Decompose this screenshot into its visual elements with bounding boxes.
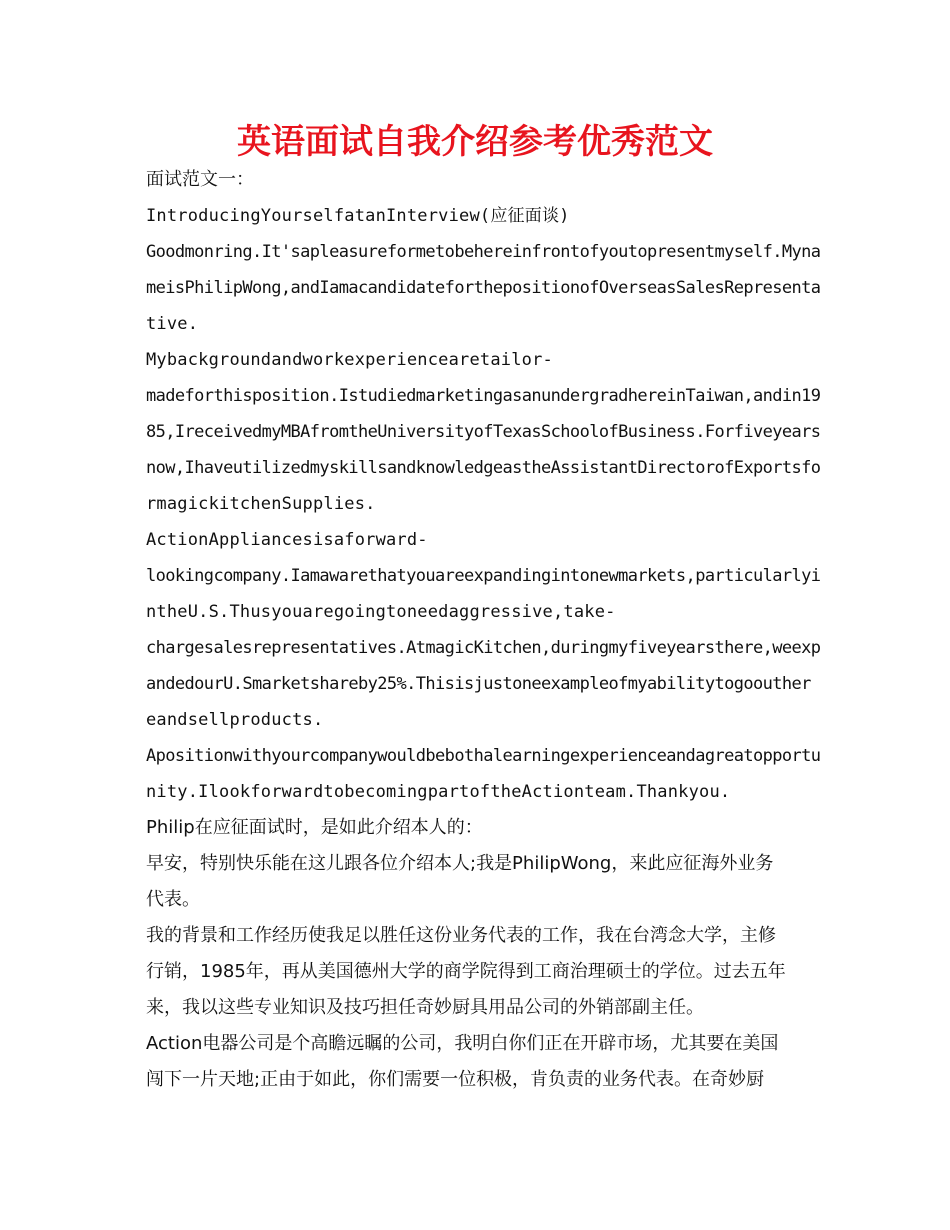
document-body <box>146 162 821 1098</box>
paragraph-line: 来，我以这些专业知识及技巧担任奇妙厨具用品公司的外销部副主任。 <box>146 997 704 1018</box>
paragraph-line: 我的背景和工作经历使我足以胜任这份业务代表的工作，我在台湾念大学，主修 <box>146 925 776 946</box>
paragraph-line: madeforthisposition.IstudiedmarketingasanundergradhereinTaiwan,andin19 <box>146 386 821 406</box>
paragraph-line: ntheU.S.Thusyouaregoingtoneedaggressive,take- <box>146 602 616 622</box>
paragraph-line: 闯下一片天地;正由于如此，你们需要一位积极，肯负责的业务代表。在奇妙厨 <box>146 1069 765 1090</box>
paragraph-line: Philip在应征面试时，是如此介绍本人的： <box>146 817 483 838</box>
paragraph-line: Apositionwithyourcompanywouldbebothalearningexperienceandagreatopportu <box>146 746 821 766</box>
paragraph-line: lookingcompany.Iamawarethatyouareexpandingintonewmarkets,particularlyi <box>146 566 821 586</box>
paragraph-line: nity.IlookforwardtobecomingpartoftheActionteam.Thankyou. <box>146 782 731 802</box>
paragraph-line: now,IhaveutilizedmyskillsandknowledgeastheAssistantDirectorofExportsfo <box>146 458 821 478</box>
paragraph-line: ActionAppliancesisaforward- <box>146 530 428 550</box>
document-title: 英语面试自我介绍参考优秀范文 <box>237 122 713 162</box>
paragraph-line: 面试范文一： <box>146 169 254 190</box>
paragraph-line: 行销，1985年，再从美国德州大学的商学院得到工商治理硕士的学位。过去五年 <box>146 961 786 982</box>
paragraph-line: 代表。 <box>146 889 200 910</box>
paragraph-line: andedourU.Smarketshareby25%.Thisisjustoneexampleofmyabilitytogoouther <box>146 674 811 694</box>
paragraph-line: 85,IreceivedmyMBAfromtheUniversityofTexasSchoolofBusiness.Forfiveyears <box>146 422 821 442</box>
paragraph-line: Goodmonring.It'sapleasureformetobehereinfrontofyoutopresentmyself.Myna <box>146 242 821 262</box>
paragraph-line: meisPhilipWong,andIamacandidateforthepositionofOverseasSalesRepresenta <box>146 278 821 298</box>
paragraph-line: eandsellproducts. <box>146 710 324 730</box>
paragraph-line: 早安，特别快乐能在这儿跟各位介绍本人;我是PhilipWong，来此应征海外业务 <box>146 853 774 874</box>
paragraph-line: Mybackgroundandworkexperiencearetailor- <box>146 350 553 370</box>
paragraph-line: rmagickitchenSupplies. <box>146 494 376 514</box>
paragraph-line: tive. <box>146 314 199 334</box>
paragraph-line: IntroducingYourselfatanInterview(应征面谈) <box>146 206 570 226</box>
paragraph-line: chargesalesrepresentatives.AtmagicKitchen,duringmyfiveyearsthere,weexp <box>146 638 821 658</box>
paragraph-line: Action电器公司是个高瞻远瞩的公司，我明白你们正在开辟市场，尤其要在美国 <box>146 1033 779 1054</box>
